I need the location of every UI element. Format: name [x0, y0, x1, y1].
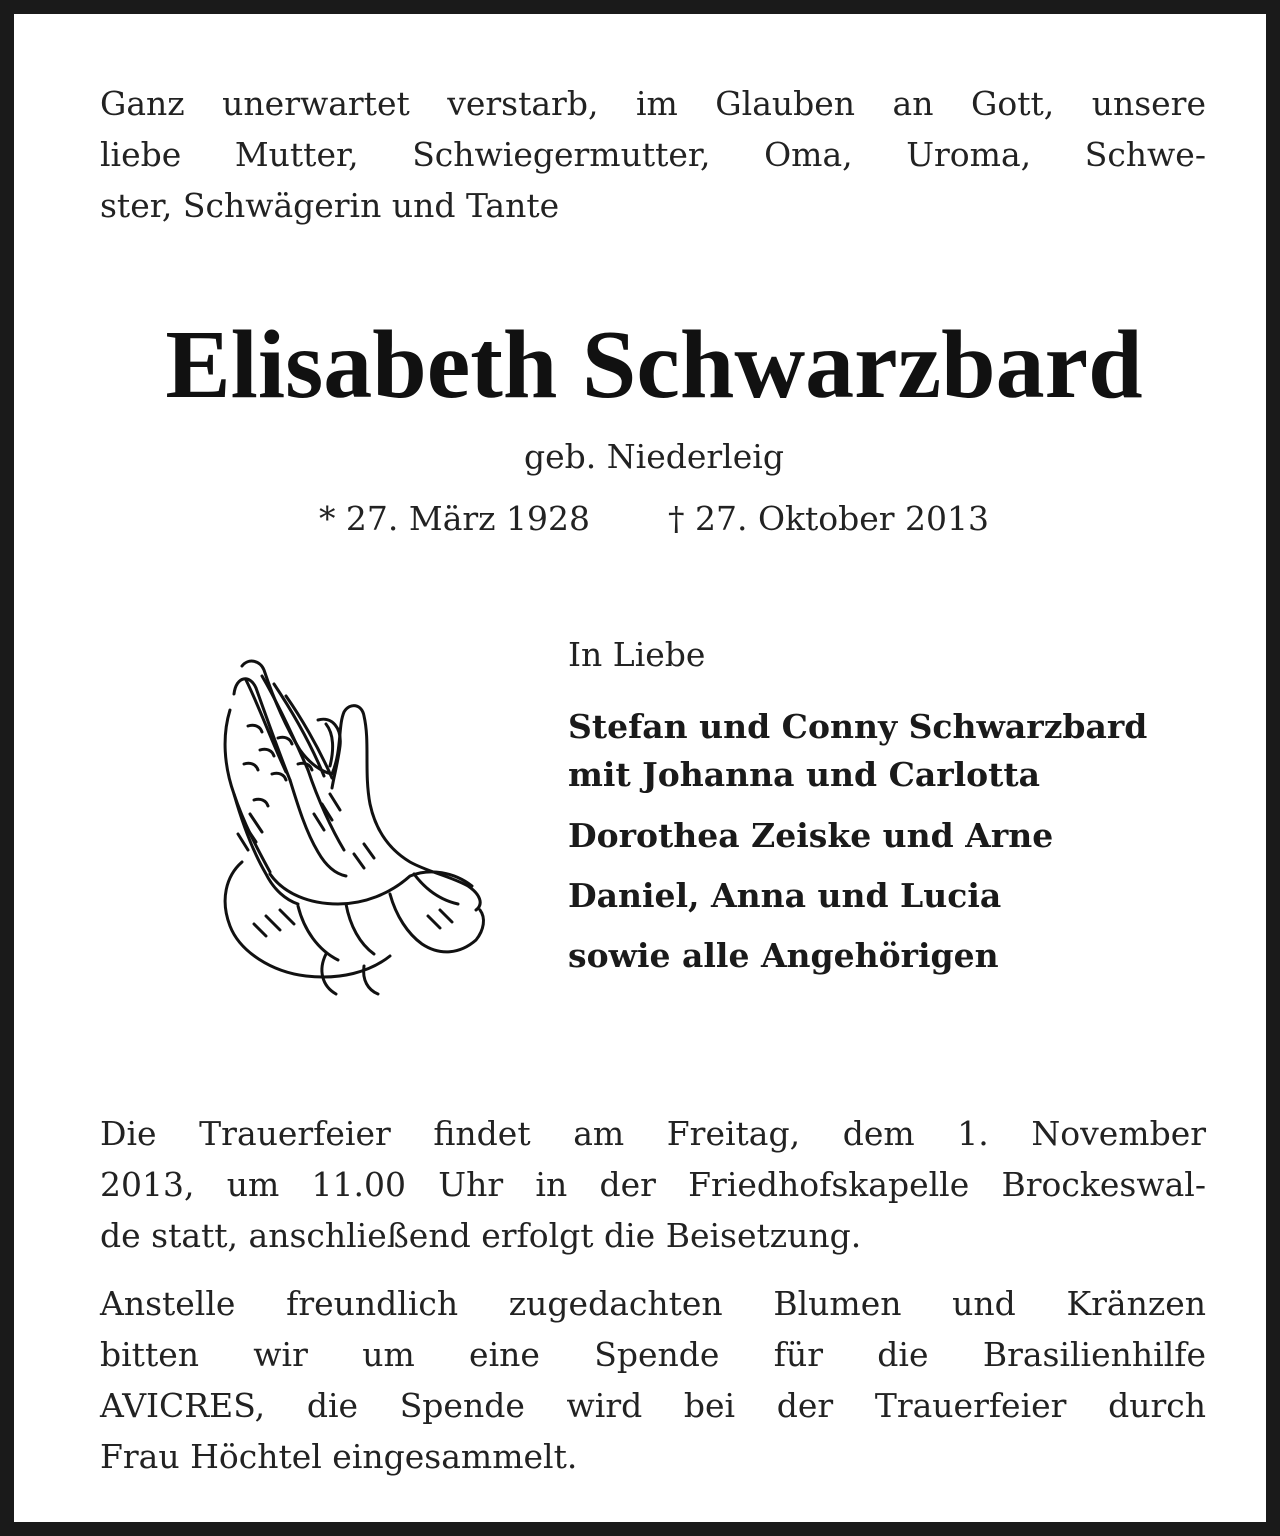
- mourners-heading: In Liebe: [568, 635, 706, 674]
- intro-text: [100, 78, 1206, 231]
- mourner-line: Dorothea Zeiske und Arne: [568, 816, 1054, 855]
- mourner-line: mit Johanna und Carlotta: [568, 755, 1041, 794]
- maiden-name: geb. Niederleig: [524, 437, 784, 476]
- life-dates: [14, 494, 1280, 544]
- funeral-paragraph: [100, 1108, 1206, 1261]
- mourner-line: sowie alle Angehörigen: [568, 936, 999, 975]
- praying-hands-icon: [214, 654, 494, 999]
- mourner-line: Daniel, Anna und Lucia: [568, 876, 1002, 915]
- funeral-line: 2013, um 11.00 Uhr in der Friedhofskapelle Brockeswal-: [100, 1165, 1206, 1204]
- intro-line: ster, Schwägerin und Tante: [100, 186, 560, 225]
- death-date: † 27. Oktober 2013: [668, 499, 990, 538]
- intro-line: Ganz unerwartet verstarb, im Glauben an Gott, unsere: [100, 84, 1206, 123]
- funeral-line: Die Trauerfeier findet am Freitag, dem 1. November: [100, 1114, 1206, 1153]
- donation-line: Anstelle freundlich zugedachten Blumen und Kränzen: [100, 1284, 1206, 1323]
- donation-line: Frau Höchtel eingesammelt.: [100, 1437, 578, 1476]
- donation-line: bitten wir um eine Spende für die Brasilienhilfe: [100, 1335, 1206, 1374]
- mourner-line: Stefan und Conny Schwarzbard: [568, 707, 1148, 746]
- funeral-line: de statt, anschließend erfolgt die Beisetzung.: [100, 1216, 862, 1255]
- intro-line: liebe Mutter, Schwiegermutter, Oma, Uroma, Schwe-: [100, 135, 1206, 174]
- donation-paragraph: [100, 1278, 1206, 1482]
- birth-date: * 27. März 1928: [318, 499, 590, 538]
- deceased-name: Elisabeth Schwarzbard: [165, 311, 1143, 419]
- donation-line: AVICRES, die Spende wird bei der Trauerfeier durch: [100, 1386, 1206, 1425]
